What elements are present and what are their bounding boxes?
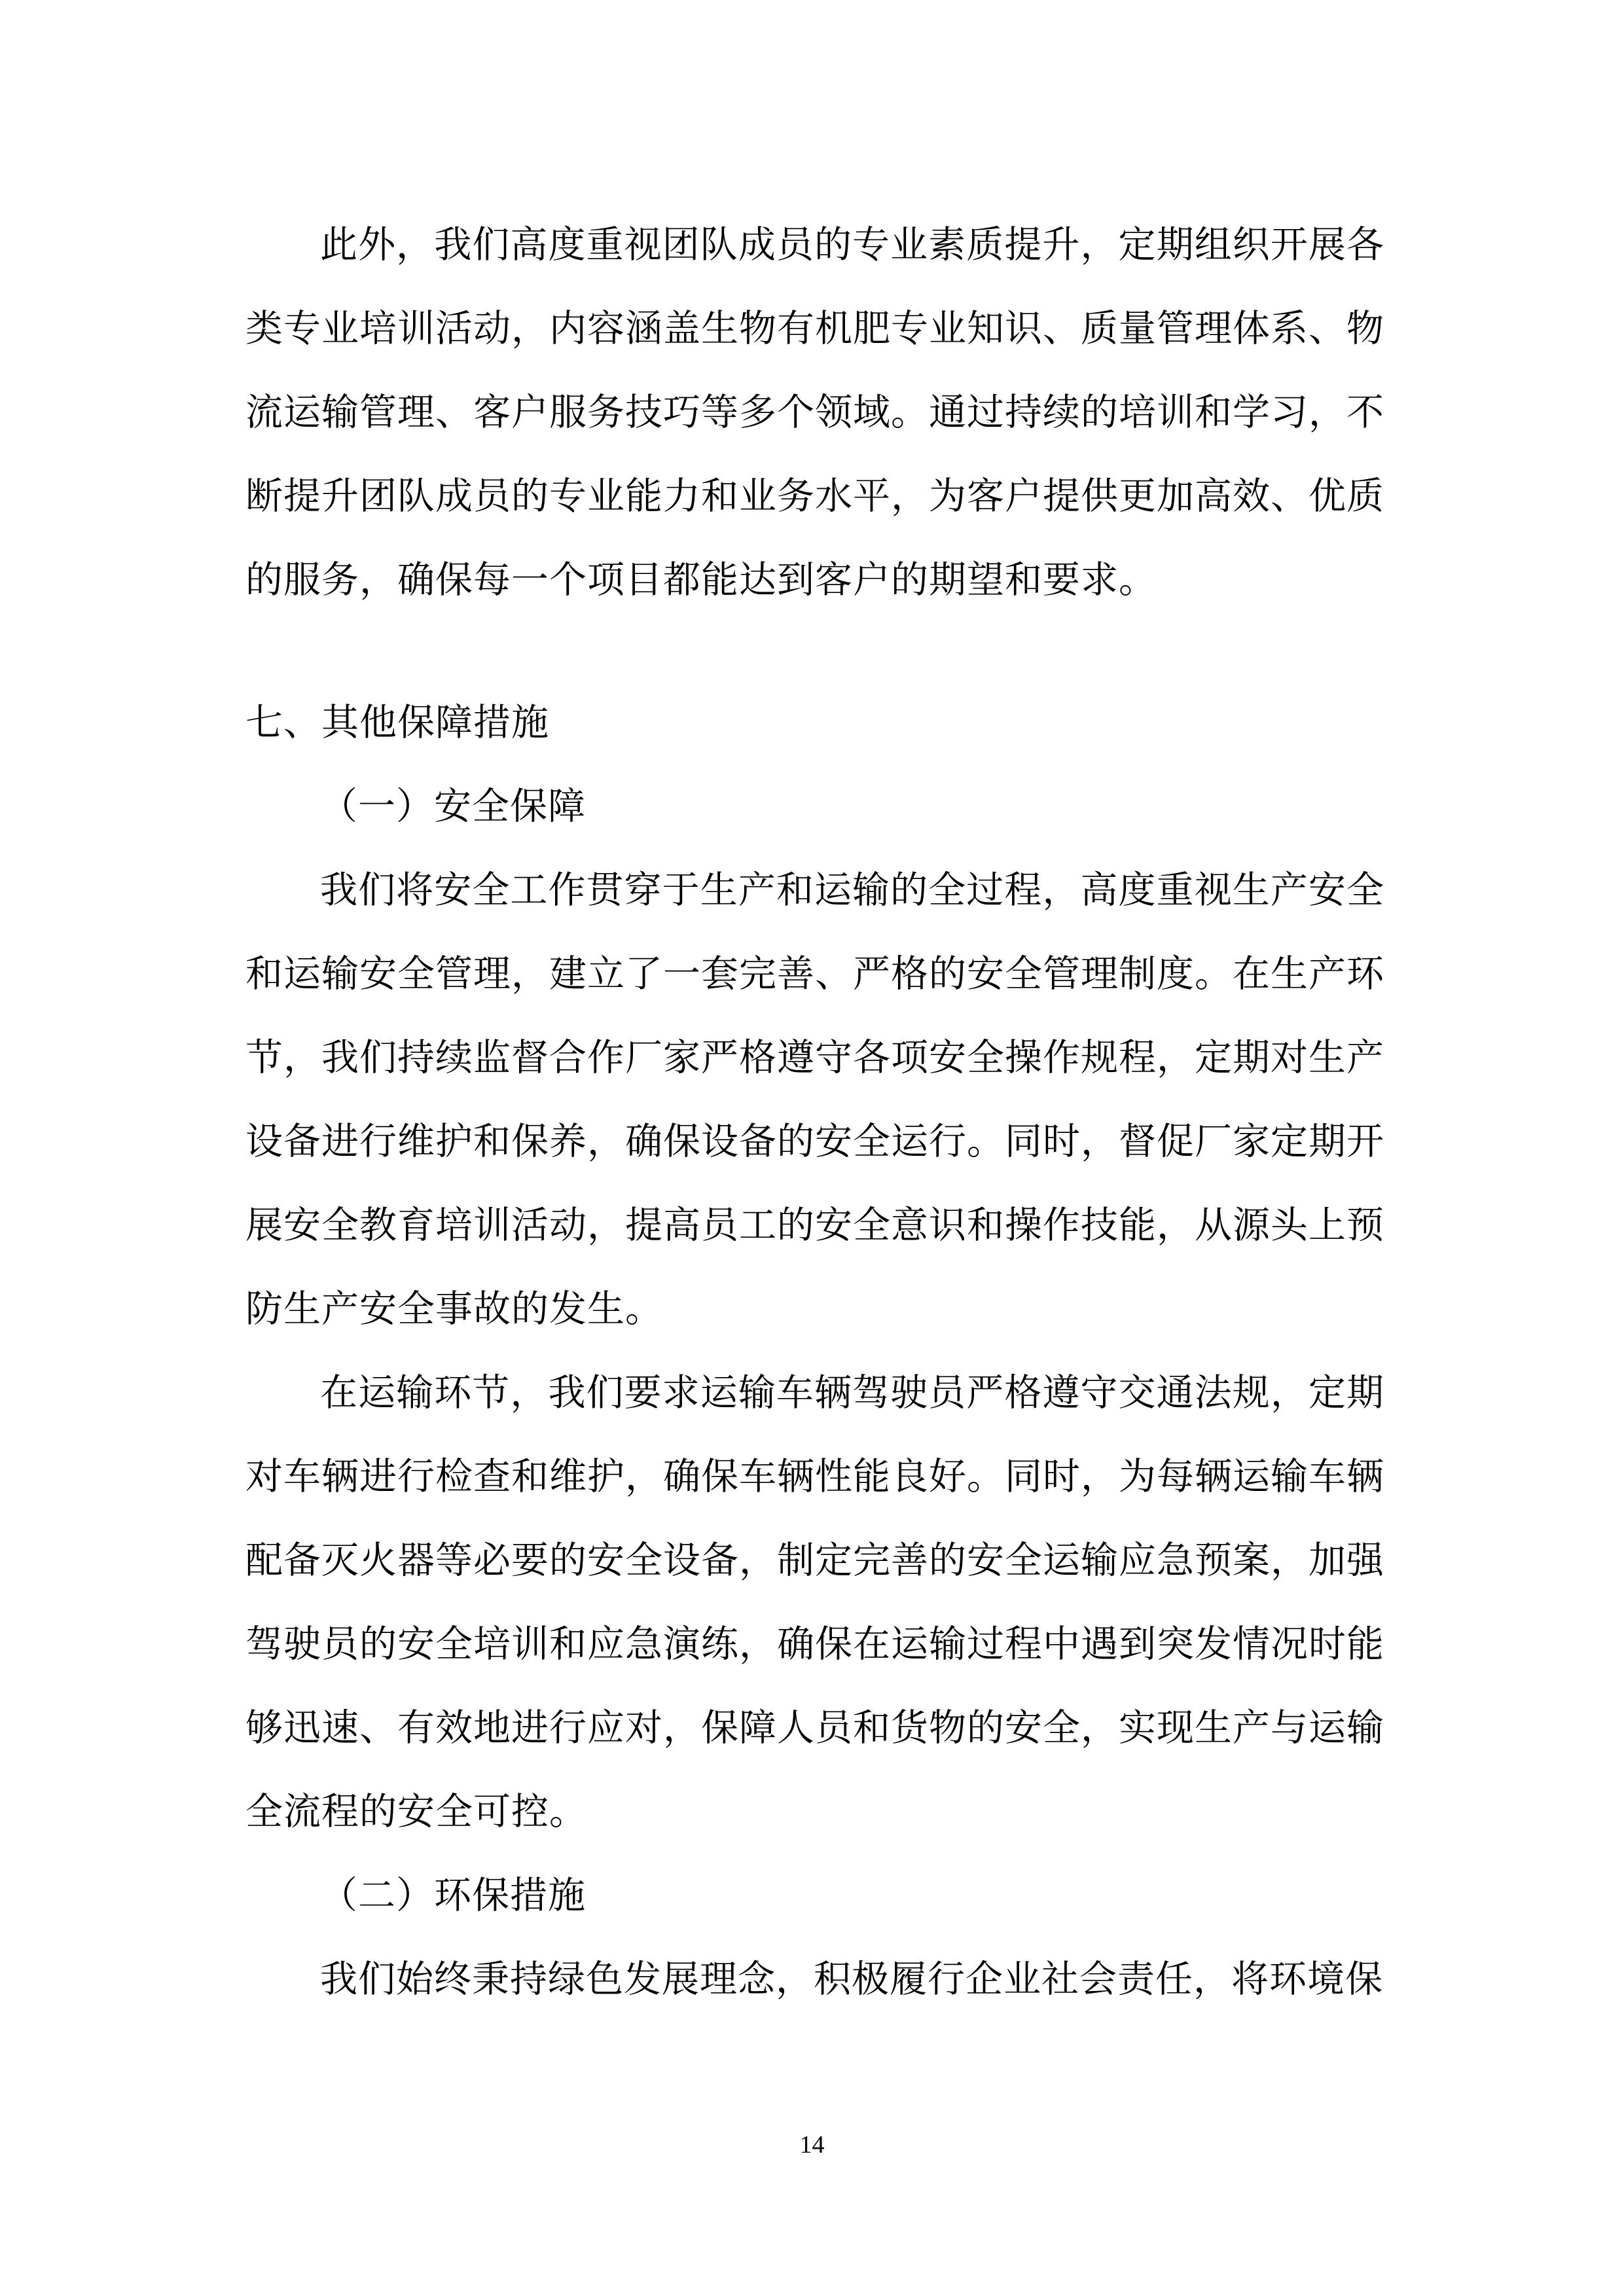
section-heading: 七、其他保障措施 <box>245 701 549 744</box>
page-number: 14 <box>799 2131 825 2159</box>
section-spacer <box>245 622 1384 681</box>
paragraph-environment: 我们始终秉持绿色发展理念，积极履行企业社会责任，将环境保 <box>320 1958 1383 2001</box>
page-body <box>245 203 1384 2021</box>
subheading-environment: （二）环保措施 <box>320 1874 586 1917</box>
subheading-safety: （一）安全保障 <box>320 785 586 828</box>
paragraph-training: 此外，我们高度重视团队成员的专业素质提升，定期组织开展各类专业培训活动，内容涵盖生物有机肥专业知识、质量管理体系、物流运输管理、客户服务技巧等多个领域。通过持续的培训和学习，不断提升团队成员的专业能力和业务水平，为客户提供更加高效、优质的服务，确保每一个项目都能达到客户的期望和要求。 <box>245 223 1384 601</box>
paragraph-production-safety: 我们将安全工作贯穿于生产和运输的全过程，高度重视生产安全和运输安全管理，建立了一套完善、严格的安全管理制度。在生产环节，我们持续监督合作厂家严格遵守各项安全操作规程，定期对生产设备进行维护和保养，确保设备的安全运行。同时，督促厂家定期开展安全教育培训活动，提高员工的安全意识和操作技能，从源头上预防生产安全事故的发生。 <box>245 869 1384 1331</box>
paragraph-transport-safety: 在运输环节，我们要求运输车辆驾驶员严格遵守交通法规，定期对车辆进行检查和维护，确保车辆性能良好。同时，为每辆运输车辆配备灭火器等必要的安全设备，制定完善的安全运输应急预案，加强驾驶员的安全培训和应急演练，确保在运输过程中遇到突发情况时能够迅速、有效地进行应对，保障人员和货物的安全，实现生产与运输全流程的安全可控。 <box>245 1371 1384 1833</box>
